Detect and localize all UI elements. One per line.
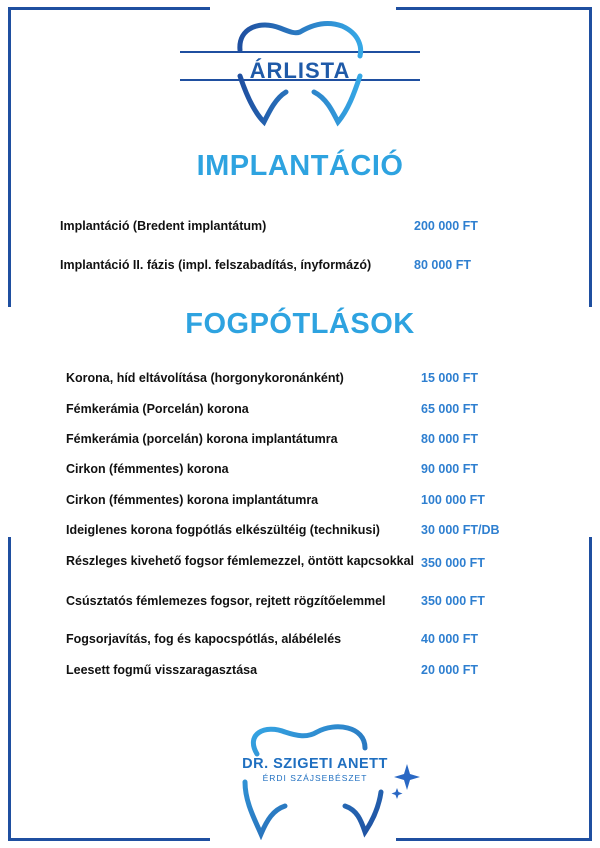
price-item-name: Részleges kivehető fogsor fémlemezzel, öntött kapcsokkal <box>66 554 415 568</box>
price-item-value: 350 000 FT <box>421 594 485 608</box>
price-item-value: 15 000 FT <box>421 371 478 385</box>
price-item-value: 80 000 FT <box>421 432 478 446</box>
price-item-name: Implantáció II. fázis (impl. felszabadítás, ínyformázó) <box>60 258 372 272</box>
price-item-value: 350 000 FT <box>421 556 485 570</box>
price-item-name: Csúsztatós fémlemezes fogsor, rejtett rögzítőelemmel <box>66 594 386 608</box>
price-item-value: 200 000 FT <box>414 219 478 233</box>
price-item-name: Cirkon (fémmentes) korona <box>66 462 229 476</box>
price-item-name: Fogsorjavítás, fog és kapocspótlás, alábélelés <box>66 632 342 646</box>
frame-corner-bottom-left-h <box>8 838 210 841</box>
price-item-value: 90 000 FT <box>421 462 478 476</box>
price-item-value: 30 000 FT/DB <box>421 523 500 537</box>
price-item-value: 80 000 FT <box>414 258 471 272</box>
section-title-fogpotlasok: FOGPÓTLÁSOK <box>185 308 415 340</box>
price-item-name: Fémkerámia (porcelán) korona implantátumra <box>66 432 338 446</box>
price-item-name: Fémkerámia (Porcelán) korona <box>66 402 249 416</box>
frame-corner-top-right-h <box>396 7 592 10</box>
price-item-value: 65 000 FT <box>421 402 478 416</box>
price-item-value: 20 000 FT <box>421 663 478 677</box>
price-item-name: Cirkon (fémmentes) korona implantátumra <box>66 493 319 507</box>
frame-corner-bottom-right-v <box>589 537 592 841</box>
price-item-value: 40 000 FT <box>421 632 478 646</box>
price-item-value: 100 000 FT <box>421 493 485 507</box>
brand-subtitle: ÉRDI SZÁJSEBÉSZET <box>262 773 368 783</box>
frame-corner-top-left-h <box>8 7 210 10</box>
price-item-name: Korona, híd eltávolítása (horgonykoronánként) <box>66 371 344 385</box>
page-title: ÁRLISTA <box>249 58 351 83</box>
brand-name: DR. SZIGETI ANETT <box>242 756 388 772</box>
section-title-implantacio: IMPLANTÁCIÓ <box>196 150 404 182</box>
frame-corner-bottom-right-h <box>396 838 592 841</box>
price-item-name: Implantáció (Bredent implantátum) <box>60 219 267 233</box>
price-item-name: Leesett fogmű visszaragasztása <box>66 663 258 677</box>
price-item-name: Ideiglenes korona fogpótlás elkészültéig (technikusi) <box>66 523 380 537</box>
frame-corner-bottom-left-v <box>8 537 11 841</box>
